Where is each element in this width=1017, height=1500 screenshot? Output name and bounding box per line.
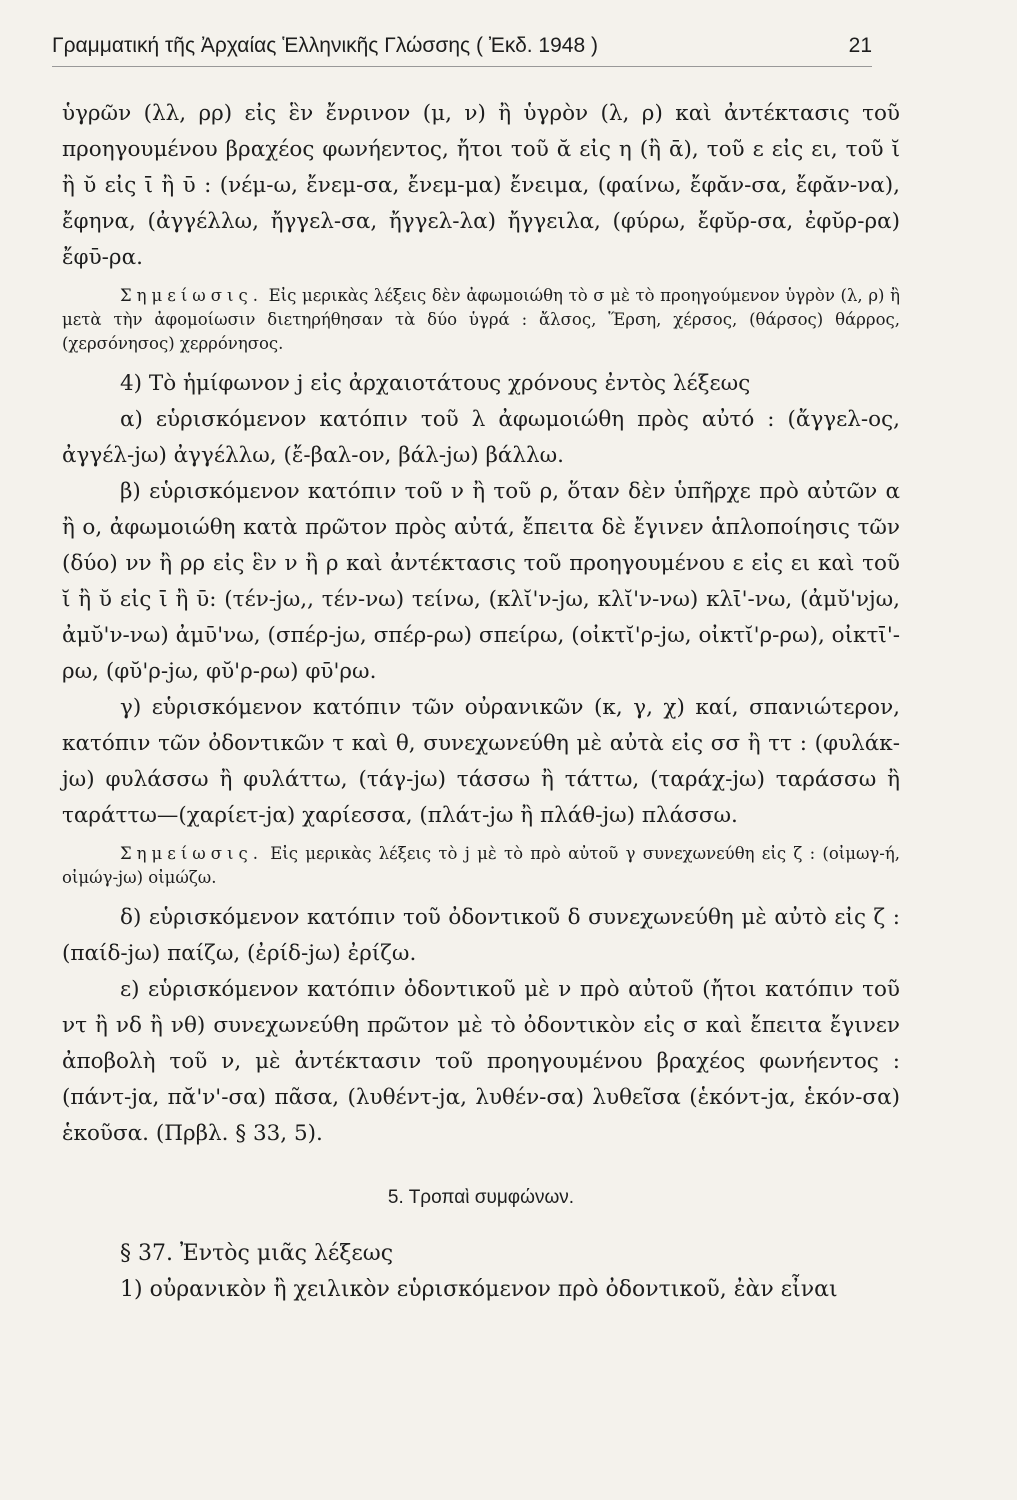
note-2-text: Εἰς μερικὰς λέξεις τὸ j μὲ τὸ πρὸ αὐτοῦ γ συνεχωνεύθη εἰς ζ : (οἰμωγ-ή, οἰμώγ-jω) οἰμώζω. bbox=[62, 844, 900, 887]
header-title: Γραμματική τῆς Ἀρχαίας Ἑλληνικῆς Γλώσσης ( Ἐκδ. 1948 ) bbox=[52, 34, 598, 57]
paragraph-2: 4) Τὸ ἡμίφωνον j εἰς ἀρχαιοτάτους χρόνους ἐντὸς λέξεως bbox=[120, 371, 751, 396]
page-number: 21 bbox=[848, 34, 872, 57]
note-2-label: Σημείωσις. bbox=[120, 844, 263, 863]
body-text bbox=[62, 96, 900, 1308]
paragraph-4: β) εὑρισκόμενον κατόπιν τοῦ ν ἢ τοῦ ρ, ὅταν δὲν ὑπῆρχε πρὸ αὐτῶν α ἢ ο, ἀφωμοιώθη κατὰ πρῶτον πρὸς αὐτά, ἔπειτα δὲ ἔγινεν ἁπλοποίησις τῶν (δύο) νν ἢ ρρ εἰς ἓν ν ἢ ρ καὶ ἀντέκτασις τοῦ προηγουμένου ε εἰς ει καὶ τοῦ ῐ ἢ ῠ εἰς ῑ ἢ ῡ: (τέν-jω,, τέν-νω) τείνω, (κλῐ'ν-jω, κλῐ'ν-νω) κλῑ'-νω, (ἀμῠ'νjω, ἀμῠ'ν-νω) ἀμῡ'νω, (σπέρ-jω, σπέρ-ρω) σπείρω, (οἰκτῐ'ρ-jω, οἰκτῐ'ρ-ρω), οἰκτῑ'-ρω, (φῠ'ρ-jω, φῠ'ρ-ρω) φῡ'ρω. bbox=[62, 479, 900, 684]
note-2 bbox=[62, 842, 900, 890]
paragraph-1: ὑγρῶν (λλ, ρρ) εἰς ἓν ἔνρινον (μ, ν) ἢ ὑγρὸν (λ, ρ) καὶ ἀντέκτασις τοῦ προηγουμένου βραχέος φωνήεντος, ἤτοι τοῦ ᾰ εἰς η (ἢ ᾱ), τοῦ ε εἰς ει, τοῦ ῐ ἢ ῠ εἰς ῑ ἢ ῡ : (νέμ-ω, ἔνεμ-σα, ἔνεμ-μα) ἔνειμα, (φαίνω, ἔφᾰν-σα, ἔφᾰν-να), ἔφηνα, (ἀγγέλλω, ἤγγελ-σα, ἤγγελ-λα) ἤγγειλα, (φύρω, ἔφῠρ-σα, ἐφῠρ-ρα) ἔφῡ-ρα. bbox=[62, 101, 900, 270]
header-rule bbox=[52, 66, 872, 67]
paragraph-7: ε) εὑρισκόμενον κατόπιν ὀδοντικοῦ μὲ ν πρὸ αὐτοῦ (ἤτοι κατόπιν τοῦ ντ ἢ νδ ἢ νθ) συνεχωνεύθη πρῶτον μὲ τὸ ὀδοντικὸν εἰς σ καὶ ἔπειτα ἔγινεν ἀποβολὴ τοῦ ν, μὲ ἀντέκτασιν τοῦ προηγουμένου βραχέος φωνήεντος : (πάντ-jα, πᾰ'ν'-σα) πᾶσα, (λυθέντ-jα, λυθέν-σα) λυθεῖσα (ἑκόντ-jα, ἑκόν-σα) ἑκοῦσα. (Πρβλ. § 33, 5). bbox=[62, 977, 900, 1146]
paragraph-6: δ) εὑρισκόμενον κατόπιν τοῦ ὀδοντικοῦ δ συνεχωνεύθη μὲ αὐτὸ εἰς ζ : (παίδ-jω) παίζω, (ἐρίδ-jω) ἐρίζω. bbox=[62, 905, 900, 966]
note-1-text: Εἰς μερικὰς λέξεις δὲν ἀφωμοιώθη τὸ σ μὲ τὸ προηγούμενον ὑγρὸν (λ, ρ) ἢ μετὰ τὴν ἀφομοίωσιν διετηρήθησαν τὰ δύο ὑγρά : ἄλσος, Ἕρση, χέρσος, (θάρσος) θάρρος, (χερσόνησος) χερρόνησος. bbox=[62, 286, 901, 353]
paragraph-9: 1) οὐρανικὸν ἢ χειλικὸν εὑρισκόμενον πρὸ ὀδοντικοῦ, ἐὰν εἶναι bbox=[120, 1277, 838, 1302]
section-heading: 5. Τροπαὶ συμφώνων. bbox=[387, 1187, 575, 1208]
note-1-label: Σημείωσις. bbox=[120, 286, 263, 305]
paragraph-5: γ) εὑρισκόμενον κατόπιν τῶν οὐρανικῶν (κ, γ, χ) καί, σπανιώτερον, κατόπιν τῶν ὀδοντικῶν τ καὶ θ, συνεχωνεύθη μὲ αὐτὰ εἰς σσ ἢ ττ : (φυλάκ-jω) φυλάσσω ἢ φυλάττω, (τάγ-jω) τάσσω ἢ τάττω, (ταράχ-jω) ταράσσω ἢ ταράττω—(χαρίετ-jα) χαρίεσσα, (πλάτ-jω ἢ πλάθ-jω) πλάσσω. bbox=[62, 695, 900, 828]
paragraph-8: § 37. Ἐντὸς μιᾶς λέξεως bbox=[120, 1241, 394, 1266]
note-1 bbox=[62, 284, 900, 356]
running-head bbox=[52, 34, 872, 58]
paragraph-3: α) εὑρισκόμενον κατόπιν τοῦ λ ἀφωμοιώθη πρὸς αὐτό : (ἄγγελ-ος, ἀγγέλ-jω) ἀγγέλλω, (ἔ-βαλ-ον, βάλ-jω) βάλλω. bbox=[62, 407, 900, 468]
